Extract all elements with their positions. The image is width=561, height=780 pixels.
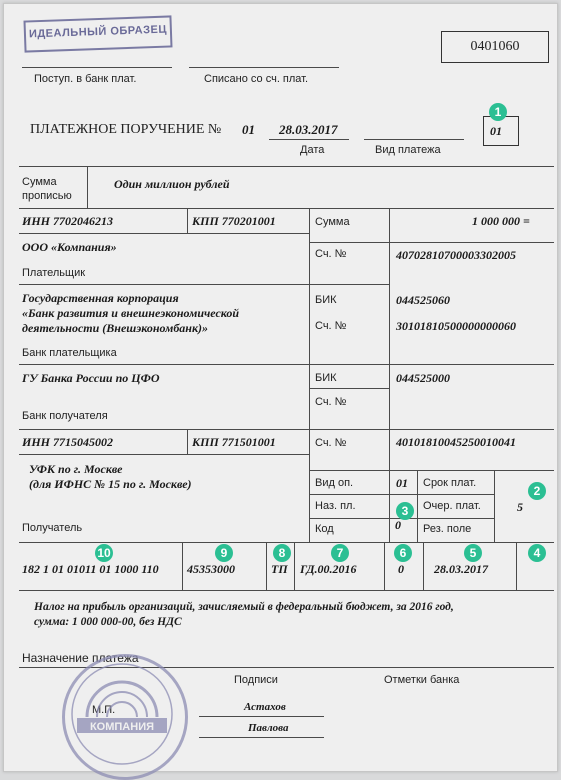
sum-value: 1 000 000 = (472, 214, 530, 228)
badge-6: 6 (394, 544, 412, 562)
order-value: 5 (517, 500, 523, 514)
payer-bank-caption: Банк плательщика (22, 347, 117, 359)
badge-1: 1 (489, 103, 507, 121)
divider (294, 542, 295, 590)
payer-bank-name-2: «Банк развития и внешнеэкономической (22, 306, 240, 320)
signature-1: Астахов (244, 701, 286, 713)
payment-order-form (3, 3, 558, 772)
divider (494, 470, 495, 542)
signature-2: Павлова (248, 722, 289, 734)
badge-8: 8 (273, 544, 291, 562)
payee-account: 40101810045250010041 (396, 435, 516, 449)
purpose-line-2: сумма: 1 000 000-00, без НДС (34, 616, 182, 628)
purpose-caption: Назначение платежа (22, 651, 139, 665)
company-seal (62, 654, 188, 780)
payer-bank-account: 30101810500000000060 (396, 319, 516, 333)
badge-10: 10 (95, 544, 113, 562)
payment-type-caption: Вид платежа (375, 144, 441, 156)
divider (189, 67, 339, 68)
tax-kbk: 182 1 01 01011 01 1000 110 (22, 562, 159, 576)
divider (309, 242, 554, 243)
payee-bank-name: ГУ Банка России по ЦФО (22, 371, 160, 385)
term-label: Срок плат. (423, 477, 477, 489)
payer-account-label: Сч. № (315, 248, 347, 260)
divider (22, 67, 172, 68)
date-caption: Дата (300, 144, 325, 156)
payer-caption: Плательщик (22, 267, 86, 279)
order-label: Очер. плат. (423, 500, 481, 512)
tax-basis: ТП (271, 562, 288, 576)
divider (389, 470, 390, 542)
tax-doc-number: 0 (398, 562, 404, 576)
divider (384, 542, 385, 590)
divider (516, 542, 517, 590)
payer-status: 01 (490, 124, 502, 138)
divider (87, 166, 88, 208)
code-label: Код (315, 523, 334, 535)
code-value: 0 (395, 518, 401, 532)
mp-label: М.П. (92, 704, 116, 716)
divider (19, 542, 554, 543)
document-number: 01 (242, 122, 255, 137)
payer-kpp: КПП 770201001 (192, 214, 276, 228)
badge-7: 7 (331, 544, 349, 562)
payer-account: 40702810700003302005 (396, 248, 516, 262)
op-type-label: Вид оп. (315, 477, 354, 489)
divider (19, 233, 309, 234)
form-code: 0401060 (441, 31, 549, 63)
divider (19, 429, 554, 430)
tax-oktmo: 45353000 (187, 562, 235, 576)
badge-2: 2 (528, 482, 546, 500)
divider (266, 542, 267, 590)
payer-bank-name-3: деятельности (Внешэкономбанк)» (22, 321, 209, 335)
seal-text: КОМПАНИЯ (89, 721, 155, 733)
document-date: 28.03.2017 (279, 122, 338, 137)
divider (309, 388, 389, 389)
divider (19, 364, 554, 365)
amount-words-label-1: Сумма (22, 176, 57, 188)
purpose-code-label: Наз. пл. (315, 500, 356, 512)
payer-bank-name-1: Государственная корпорация (22, 291, 179, 305)
tax-period: ГД.00.2016 (300, 562, 357, 576)
reserve-label: Рез. поле (423, 523, 472, 535)
payee-name-2: (для ИФНС № 15 по г. Москве) (29, 477, 192, 491)
payee-bank-bik-label: БИК (315, 372, 337, 384)
divider (309, 494, 417, 495)
divider (417, 470, 418, 542)
amount-words-value: Один миллион рублей (114, 177, 230, 191)
divider (417, 494, 494, 495)
divider (417, 518, 494, 519)
payer-bank-bik: 044525060 (396, 293, 450, 307)
divider (182, 542, 183, 590)
divider (309, 470, 554, 471)
debited-label: Списано со сч. плат. (204, 73, 309, 85)
document-title: ПЛАТЕЖНОЕ ПОРУЧЕНИЕ № (30, 122, 222, 137)
payee-inn: ИНН 7715045002 (22, 435, 114, 449)
divider (19, 590, 554, 591)
badge-9: 9 (215, 544, 233, 562)
bank-marks-caption: Отметки банка (384, 674, 460, 686)
sum-label: Сумма (315, 216, 350, 228)
divider (199, 716, 324, 717)
payer-name: ООО «Компания» (22, 240, 117, 254)
divider (423, 542, 424, 590)
divider (364, 139, 464, 140)
divider (187, 429, 188, 454)
received-label: Поступ. в банк плат. (34, 73, 137, 85)
payee-bank-caption: Банк получателя (22, 410, 108, 422)
divider (199, 737, 324, 738)
sample-stamp: ИДЕАЛЬНЫЙ ОБРАЗЕЦ (23, 15, 172, 52)
badge-5: 5 (464, 544, 482, 562)
payee-bank-account-label: Сч. № (315, 396, 347, 408)
payer-bank-bik-label: БИК (315, 294, 337, 306)
divider (309, 284, 389, 285)
payee-bank-bik: 044525000 (396, 371, 450, 385)
tax-doc-date: 28.03.2017 (434, 562, 488, 576)
payer-bank-account-label: Сч. № (315, 320, 347, 332)
payee-caption: Получатель (22, 522, 83, 534)
divider (269, 139, 349, 140)
divider (19, 454, 309, 455)
payee-name-1: УФК по г. Москве (29, 462, 123, 476)
payer-inn: ИНН 7702046213 (22, 214, 114, 228)
divider (19, 166, 554, 167)
divider (187, 208, 188, 233)
amount-words-label-2: прописью (22, 190, 72, 202)
payee-account-label: Сч. № (315, 437, 347, 449)
divider (389, 208, 390, 470)
badge-4: 4 (528, 544, 546, 562)
divider (19, 208, 554, 209)
signatures-caption: Подписи (234, 674, 278, 686)
op-type-value: 01 (396, 476, 408, 490)
badge-3: 3 (396, 502, 414, 520)
seal-graphic (65, 657, 179, 771)
payee-kpp: КПП 771501001 (192, 435, 276, 449)
divider (309, 208, 310, 543)
purpose-line-1: Налог на прибыль организаций, зачисляемый в федеральный бюджет, за 2016 год, (34, 601, 454, 613)
divider (19, 284, 309, 285)
